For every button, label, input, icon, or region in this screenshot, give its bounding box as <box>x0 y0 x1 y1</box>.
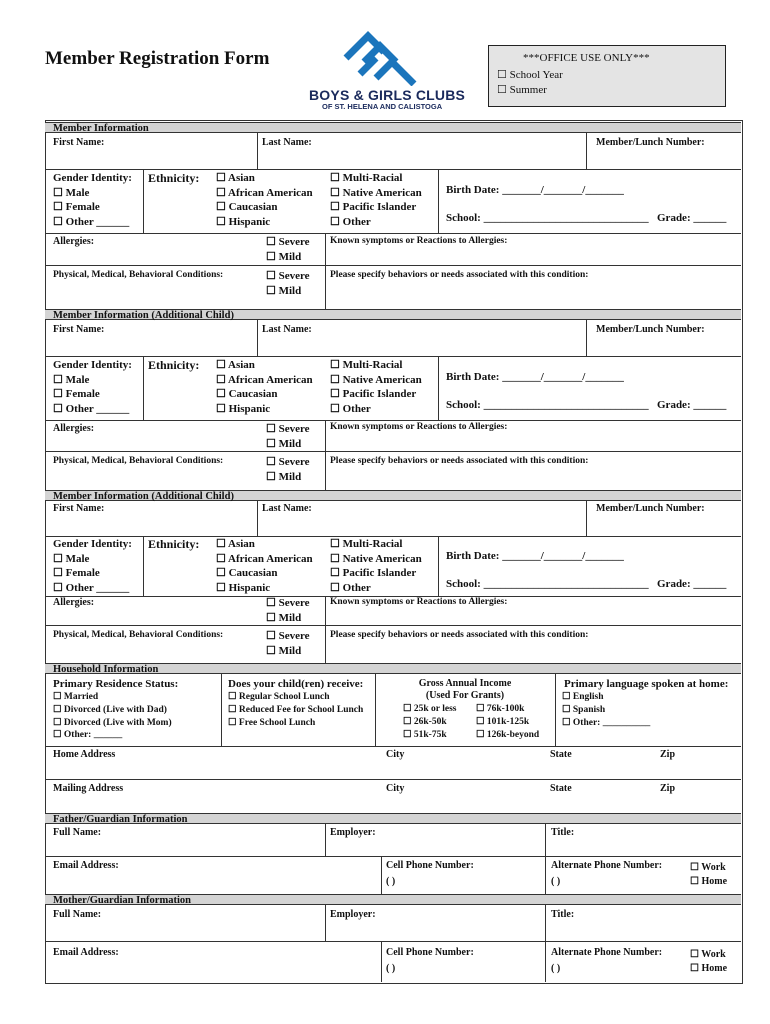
language-options <box>562 691 650 729</box>
birth-date-field[interactable]: Birth Date: _______/_______/_______ <box>446 184 624 196</box>
eth-multi-checkbox[interactable]: ☐ Multi-Racial <box>330 538 403 550</box>
ethnicity-col-1 <box>216 358 313 416</box>
allergy-severity <box>266 596 310 625</box>
gender-male-checkbox[interactable]: ☐ Male <box>53 552 90 565</box>
office-use-box <box>488 45 726 107</box>
allergy-severe-checkbox[interactable]: ☐ Severe <box>266 423 310 435</box>
ethnicity-col-1 <box>216 171 313 229</box>
gender-group <box>53 537 132 595</box>
lunch-options <box>228 691 363 729</box>
grade-field[interactable]: Grade: ______ <box>657 399 727 411</box>
father-phone-type <box>690 861 727 889</box>
first-name-label: First Name: <box>53 324 105 335</box>
eth-caucasian-checkbox[interactable]: ☐ Caucasian <box>216 388 278 400</box>
eth-african-checkbox[interactable]: ☐ African American <box>216 373 313 386</box>
office-title: ***OFFICE USE ONLY*** <box>523 52 650 64</box>
condition-severe-checkbox[interactable]: ☐ Severe <box>266 456 310 468</box>
father-header: Father/Guardian Information <box>45 813 741 824</box>
father-alt-phone-label: Alternate Phone Number: <box>551 860 663 871</box>
allergy-severity <box>266 235 310 264</box>
conditions-label: Physical, Medical, Behavioral Conditions: <box>53 630 224 640</box>
ethnicity-col-2 <box>330 358 422 416</box>
grade-field[interactable]: Grade: ______ <box>657 212 727 224</box>
income-26k-checkbox[interactable]: ☐ 26k-50k <box>403 716 447 727</box>
allergy-severity <box>266 422 310 451</box>
last-name-label: Last Name: <box>262 137 312 148</box>
gender-other-checkbox[interactable]: ☐ Other ______ <box>53 215 130 228</box>
lunch-free-checkbox[interactable]: ☐ Free School Lunch <box>228 717 316 728</box>
residence-label: Primary Residence Status: <box>53 678 179 690</box>
ethnicity-label: Ethnicity: <box>148 171 200 185</box>
eth-hispanic-checkbox[interactable]: ☐ Hispanic <box>216 581 271 594</box>
mother-phone-type <box>690 948 727 976</box>
logo-subtitle: OF ST. HELENA AND CALISTOGA <box>322 102 443 111</box>
eth-hispanic-checkbox[interactable]: ☐ Hispanic <box>216 402 271 415</box>
birth-date-field[interactable]: Birth Date: _______/_______/_______ <box>446 371 624 383</box>
condition-mild-checkbox[interactable]: ☐ Mild <box>266 284 302 297</box>
res-married-checkbox[interactable]: ☐ Married <box>53 692 99 702</box>
eth-asian-checkbox[interactable]: ☐ Asian <box>216 172 255 184</box>
eth-caucasian-checkbox[interactable]: ☐ Caucasian <box>216 567 278 579</box>
lunch-regular-checkbox[interactable]: ☐ Regular School Lunch <box>228 692 330 702</box>
lunch-reduced-checkbox[interactable]: ☐ Reduced Fee for School Lunch <box>228 704 364 715</box>
mother-title-label: Title: <box>551 909 575 920</box>
member-info-header-2: Member Information (Additional Child) <box>45 309 741 320</box>
language-label: Primary language spoken at home: <box>564 678 729 690</box>
gender-label: Gender Identity: <box>53 172 132 184</box>
home-state-label: State <box>550 749 572 760</box>
gender-group <box>53 171 132 229</box>
eth-other-checkbox[interactable]: ☐ Other <box>330 581 371 594</box>
school-field[interactable]: School: ______________________________ <box>446 399 649 411</box>
allergies-label: Allergies: <box>53 236 95 247</box>
father-home-checkbox[interactable]: ☐ Home <box>690 876 728 887</box>
mother-employer-label: Employer: <box>330 909 376 920</box>
eth-multi-checkbox[interactable]: ☐ Multi-Racial <box>330 359 403 371</box>
office-school-year-checkbox[interactable]: ☐ School Year <box>497 69 563 81</box>
ethnicity-col-1 <box>216 537 313 595</box>
father-alt-paren[interactable]: ( ) <box>551 876 561 887</box>
eth-hispanic-checkbox[interactable]: ☐ Hispanic <box>216 215 271 228</box>
gender-group <box>53 358 132 416</box>
lunch-label: Does your child(ren) receive: <box>228 678 364 690</box>
condition-severe-checkbox[interactable]: ☐ Severe <box>266 630 310 642</box>
club-logo <box>340 28 420 86</box>
mailing-address-label: Mailing Address <box>53 783 124 794</box>
ethnicity-label: Ethnicity: <box>148 358 200 372</box>
first-name-label: First Name: <box>53 503 105 514</box>
specify-label: Please specify behaviors or needs associated with this condition: <box>330 630 589 640</box>
member-info-header: Member Information <box>45 122 741 133</box>
mother-cell-paren[interactable]: ( ) <box>386 963 396 974</box>
eth-multi-checkbox[interactable]: ☐ Multi-Racial <box>330 172 403 184</box>
eth-other-checkbox[interactable]: ☐ Other <box>330 215 371 228</box>
member-number-label: Member/Lunch Number: <box>596 503 705 514</box>
allergies-label: Allergies: <box>53 597 95 608</box>
mother-work-checkbox[interactable]: ☐ Work <box>690 949 726 960</box>
eth-native-checkbox[interactable]: ☐ Native American <box>330 373 422 386</box>
grade-field[interactable]: Grade: ______ <box>657 578 727 590</box>
member-info-header-3: Member Information (Additional Child) <box>45 490 741 501</box>
known-symptoms-label: Known symptoms or Reactions to Allergies: <box>330 236 508 246</box>
lang-other-checkbox[interactable]: ☐ Other: __________ <box>562 717 651 728</box>
eth-pacific-checkbox[interactable]: ☐ Pacific Islander <box>330 567 417 579</box>
income-col-2 <box>476 703 539 741</box>
father-cell-paren[interactable]: ( ) <box>386 876 396 887</box>
gender-male-checkbox[interactable]: ☐ Male <box>53 186 90 199</box>
father-employer-label: Employer: <box>330 827 376 838</box>
eth-african-checkbox[interactable]: ☐ African American <box>216 552 313 565</box>
gender-female-checkbox[interactable]: ☐ Female <box>53 567 100 579</box>
eth-native-checkbox[interactable]: ☐ Native American <box>330 552 422 565</box>
conditions-label: Physical, Medical, Behavioral Conditions: <box>53 270 224 280</box>
allergy-severe-checkbox[interactable]: ☐ Severe <box>266 597 310 609</box>
condition-severity <box>266 455 310 484</box>
income-101k-checkbox[interactable]: ☐ 101k-125k <box>476 716 530 727</box>
allergy-mild-checkbox[interactable]: ☐ Mild <box>266 250 302 263</box>
page-title: Member Registration Form <box>45 48 270 69</box>
eth-caucasian-checkbox[interactable]: ☐ Caucasian <box>216 201 278 213</box>
income-sub-label: (Used For Grants) <box>425 690 505 701</box>
member-number-label: Member/Lunch Number: <box>596 324 705 335</box>
school-field[interactable]: School: ______________________________ <box>446 212 649 224</box>
gender-label: Gender Identity: <box>53 538 132 550</box>
lang-english-checkbox[interactable]: ☐ English <box>562 692 604 702</box>
mailing-state-label: State <box>550 783 572 794</box>
father-work-checkbox[interactable]: ☐ Work <box>690 862 726 873</box>
allergy-severe-checkbox[interactable]: ☐ Severe <box>266 236 310 248</box>
school-field[interactable]: School: ______________________________ <box>446 578 649 590</box>
mother-home-checkbox[interactable]: ☐ Home <box>690 963 728 974</box>
mailing-zip-label: Zip <box>660 783 676 794</box>
known-symptoms-label: Known symptoms or Reactions to Allergies: <box>330 597 508 607</box>
eth-pacific-checkbox[interactable]: ☐ Pacific Islander <box>330 388 417 400</box>
eth-pacific-checkbox[interactable]: ☐ Pacific Islander <box>330 201 417 213</box>
gender-female-checkbox[interactable]: ☐ Female <box>53 201 100 213</box>
income-25k-checkbox[interactable]: ☐ 25k or less <box>403 704 457 714</box>
ethnicity-col-2 <box>330 171 422 229</box>
specify-label: Please specify behaviors or needs associated with this condition: <box>330 270 589 280</box>
home-zip-label: Zip <box>660 749 676 760</box>
income-76k-checkbox[interactable]: ☐ 76k-100k <box>476 704 525 714</box>
condition-mild-checkbox[interactable]: ☐ Mild <box>266 644 302 657</box>
income-col-1 <box>403 703 456 741</box>
mother-alt-phone-label: Alternate Phone Number: <box>551 947 663 958</box>
mother-cell-label: Cell Phone Number: <box>386 947 474 958</box>
eth-native-checkbox[interactable]: ☐ Native American <box>330 186 422 199</box>
mailing-city-label: City <box>386 783 405 794</box>
mother-alt-paren[interactable]: ( ) <box>551 963 561 974</box>
ethnicity-label: Ethnicity: <box>148 537 200 551</box>
condition-severe-checkbox[interactable]: ☐ Severe <box>266 270 310 282</box>
res-other-checkbox[interactable]: ☐ Other: ______ <box>53 730 123 741</box>
birth-date-field[interactable]: Birth Date: _______/_______/_______ <box>446 550 624 562</box>
allergy-mild-checkbox[interactable]: ☐ Mild <box>266 611 302 624</box>
res-dad-checkbox[interactable]: ☐ Divorced (Live with Dad) <box>53 704 167 715</box>
condition-mild-checkbox[interactable]: ☐ Mild <box>266 470 302 483</box>
known-symptoms-label: Known symptoms or Reactions to Allergies: <box>330 422 508 432</box>
first-name-label: First Name: <box>53 137 105 148</box>
allergy-mild-checkbox[interactable]: ☐ Mild <box>266 437 302 450</box>
last-name-label: Last Name: <box>262 503 312 514</box>
income-126k-checkbox[interactable]: ☐ 126k-beyond <box>476 729 540 740</box>
eth-other-checkbox[interactable]: ☐ Other <box>330 402 371 415</box>
father-cell-label: Cell Phone Number: <box>386 860 474 871</box>
ethnicity-col-2 <box>330 537 422 595</box>
member-number-label: Member/Lunch Number: <box>596 137 705 148</box>
mother-header: Mother/Guardian Information <box>45 894 741 905</box>
mother-email-label: Email Address: <box>53 947 119 958</box>
condition-severity <box>266 269 310 298</box>
last-name-label: Last Name: <box>262 324 312 335</box>
eth-african-checkbox[interactable]: ☐ African American <box>216 186 313 199</box>
eth-asian-checkbox[interactable]: ☐ Asian <box>216 359 255 371</box>
res-mom-checkbox[interactable]: ☐ Divorced (Live with Mom) <box>53 717 172 728</box>
gender-female-checkbox[interactable]: ☐ Female <box>53 388 100 400</box>
income-label: Gross Annual Income <box>418 678 512 689</box>
father-email-label: Email Address: <box>53 860 119 871</box>
conditions-label: Physical, Medical, Behavioral Conditions: <box>53 456 224 466</box>
home-city-label: City <box>386 749 405 760</box>
gender-label: Gender Identity: <box>53 359 132 371</box>
father-full-name-label: Full Name: <box>53 827 102 838</box>
gender-male-checkbox[interactable]: ☐ Male <box>53 373 90 386</box>
condition-severity <box>266 629 310 658</box>
residence-options <box>53 691 172 742</box>
office-summer-checkbox[interactable]: ☐ Summer <box>497 84 547 96</box>
lang-spanish-checkbox[interactable]: ☐ Spanish <box>562 704 606 715</box>
gender-other-checkbox[interactable]: ☐ Other ______ <box>53 402 130 415</box>
household-header: Household Information <box>45 663 741 674</box>
logo-name: BOYS & GIRLS CLUBS <box>309 87 466 103</box>
mother-full-name-label: Full Name: <box>53 909 102 920</box>
gender-other-checkbox[interactable]: ☐ Other ______ <box>53 581 130 594</box>
income-51k-checkbox[interactable]: ☐ 51k-75k <box>403 729 447 740</box>
allergies-label: Allergies: <box>53 423 95 434</box>
eth-asian-checkbox[interactable]: ☐ Asian <box>216 538 255 550</box>
father-title-label: Title: <box>551 827 575 838</box>
home-address-label: Home Address <box>53 749 116 760</box>
specify-label: Please specify behaviors or needs associated with this condition: <box>330 456 589 466</box>
logo-hands-icon <box>340 28 420 86</box>
